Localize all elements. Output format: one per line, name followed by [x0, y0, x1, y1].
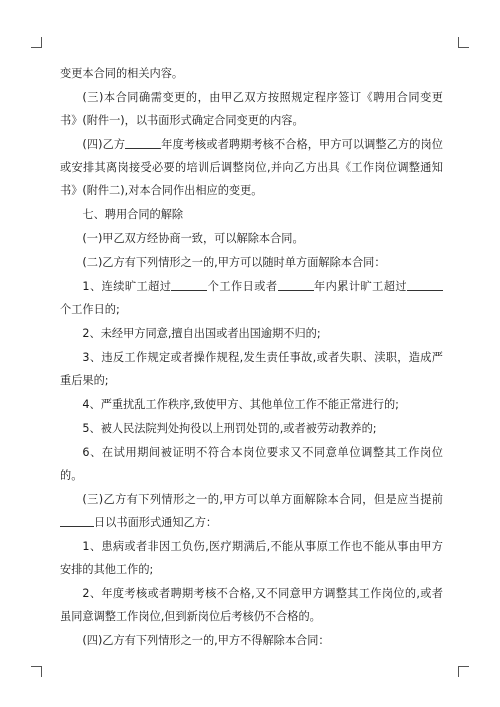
text-segment: 个工作日或者 [207, 280, 278, 293]
crop-mark-top-right [458, 37, 469, 48]
paragraph-immediate-termination: (二)乙方有下列情形之一的,甲方可以随时单方面解除本合同： [82, 256, 386, 269]
list-item-assessment: 2、年度考核或者聘期考核不合格,又不同意甲方调整其工作岗位的,或者虽同意调整工作岗位,但到新岗位后考核仍不合格的。 [60, 587, 443, 623]
paragraph-continuation: 变更本合同的相关内容。 [60, 67, 184, 80]
paragraph-notice-termination [60, 488, 443, 534]
list-item-abroad: 2、未经甲方同意,擅自出国或者出国逾期不归的; [82, 327, 321, 340]
document-body [60, 62, 443, 652]
list-item-probation: 6、在试用期间被证明不符合本岗位要求又不同意单位调整其工作岗位的。 [60, 446, 443, 482]
fill-in-blank[interactable] [278, 278, 314, 291]
list-item-criminal: 5、被人民法院判处拘役以上刑罚处罚的,或者被劳动教养的; [82, 422, 377, 435]
section-heading-termination: 七、聘用合同的解除 [82, 208, 184, 221]
crop-mark-bottom-left [31, 666, 42, 677]
list-item-absence [60, 275, 443, 321]
list-item-illness: 1、患病或者非因工负伤,医疗期满后,不能从事原工作也不能从事由甲方安排的其他工作的; [60, 540, 443, 576]
text-segment: 个工作日的; [60, 303, 120, 316]
fill-in-blank[interactable] [171, 278, 207, 291]
text-segment: (四)乙方 [82, 138, 126, 151]
fill-in-blank[interactable] [125, 136, 161, 149]
fill-in-blank[interactable] [407, 278, 443, 291]
paragraph-mutual-termination: (一)甲乙双方经协商一致，可以解除本合同。 [82, 232, 304, 245]
text-segment: 年内累计旷工超过 [313, 280, 407, 293]
paragraph-no-termination: (四)乙方有下列情形之一的,甲方不得解除本合同： [82, 634, 330, 647]
fill-in-blank[interactable] [60, 514, 94, 527]
text-segment: (三)乙方有下列情形之一的,甲方可以单方面解除本合同，但是应当提前 [82, 493, 443, 506]
text-segment: 日以书面形式通知乙方： [94, 516, 218, 529]
text-segment: 年度考核或者聘期考核不合格，甲方可以调整乙方的岗位或安排其离岗接受必要的培训后调整岗位,并向乙方出具《工作岗位调整通知书》(附件二),对本合同作出相应的变更。 [60, 138, 443, 197]
list-item-disorder: 4、严重扰乱工作秩序,致使甲方、其他单位工作不能正常进行的; [82, 398, 399, 411]
text-segment: 1、连续旷工超过 [82, 280, 172, 293]
paragraph-change-procedure: (三)本合同确需变更的，由甲乙双方按照规定程序签订《聘用合同变更书》(附件一)，以书面形式确定合同变更的内容。 [60, 91, 443, 127]
list-item-negligence: 3、违反工作规定或者操作规程,发生责任事故,或者失职、渎职，造成严重后果的; [60, 351, 443, 387]
paragraph-post-adjustment [60, 133, 443, 202]
crop-mark-top-left [31, 37, 42, 48]
crop-mark-bottom-right [458, 666, 469, 677]
